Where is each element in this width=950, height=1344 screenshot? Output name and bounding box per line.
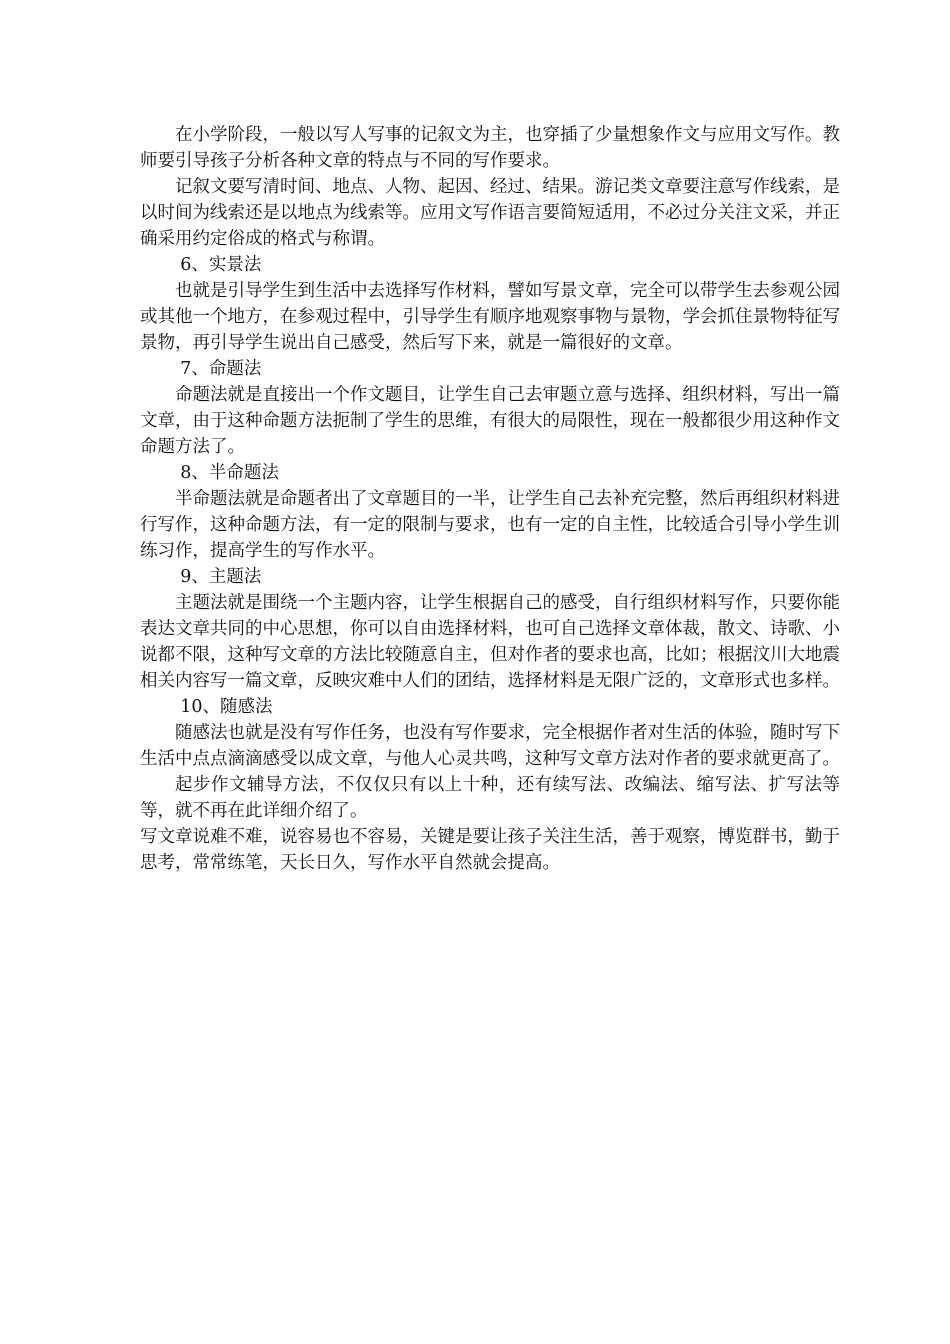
document-body [140,122,840,876]
paragraph-method-6: 也就是引导学生到生活中去选择写作材料，譬如写景文章，完全可以带学生去参观公园或其他一个地方，在参观过程中，引导学生有顺序地观察事物与景物，学会抓住景物特征写景物，再引导学生说出自己感受，然后写下来，就是一篇很好的文章。 [140,281,840,353]
paragraph-narrative: 记叙文要写清时间、地点、人物、起因、经过、结果。游记类文章要注意写作线索，是以时间为线索还是以地点为线索等。应用文写作语言要简短适用，不必过分关注文采，并正确采用约定俗成的格式与称谓。 [140,177,840,249]
heading-method-8: 8、半命题法 [180,463,279,483]
paragraph-method-9: 主题法就是围绕一个主题内容，让学生根据自己的感受，自行组织材料写作，只要你能表达文章共同的中心思想，你可以自由选择材料，也可自己选择文章体裁，散文、诗歌、小说都不限，这种写文章的方法比较随意自主，但对作者的要求也高，比如；根据汶川大地震相关内容写一篇文章，反映灾难中人们的团结，选择材料是无限广泛的，文章形式也多样。 [140,593,840,691]
paragraph-conclusion: 写文章说难不难，说容易也不容易，关键是要让孩子关注生活，善于观察，博览群书，勤于思考，常常练笔，天长日久，写作水平自然就会提高。 [140,827,840,873]
heading-method-10: 10、随感法 [180,697,273,717]
heading-method-7: 7、命题法 [180,359,262,379]
paragraph-method-10: 随感法也就是没有写作任务，也没有写作要求，完全根据作者对生活的体验，随时写下生活中点点滴滴感受以成文章，与他人心灵共鸣，这种写文章方法对作者的要求就更高了。 [140,723,840,769]
paragraph-method-8: 半命题法就是命题者出了文章题目的一半，让学生自己去补充完整，然后再组织材料进行写作，这种命题方法，有一定的限制与要求，也有一定的自主性，比较适合引导小学生训练习作，提高学生的写作水平。 [140,489,840,561]
heading-method-9: 9、主题法 [180,567,262,587]
paragraph-summary: 起步作文辅导方法，不仅仅只有以上十种，还有续写法、改编法、缩写法、扩写法等等，就不再在此详细介绍了。 [140,775,840,821]
paragraph-method-7: 命题法就是直接出一个作文题目，让学生自己去审题立意与选择、组织材料，写出一篇文章，由于这种命题方法扼制了学生的思维，有很大的局限性，现在一般都很少用这种作文命题方法了。 [140,385,840,457]
paragraph-intro: 在小学阶段，一般以写人写事的记叙文为主，也穿插了少量想象作文与应用文写作。教师要引导孩子分析各种文章的特点与不同的写作要求。 [140,125,840,171]
heading-method-6: 6、实景法 [180,255,262,275]
